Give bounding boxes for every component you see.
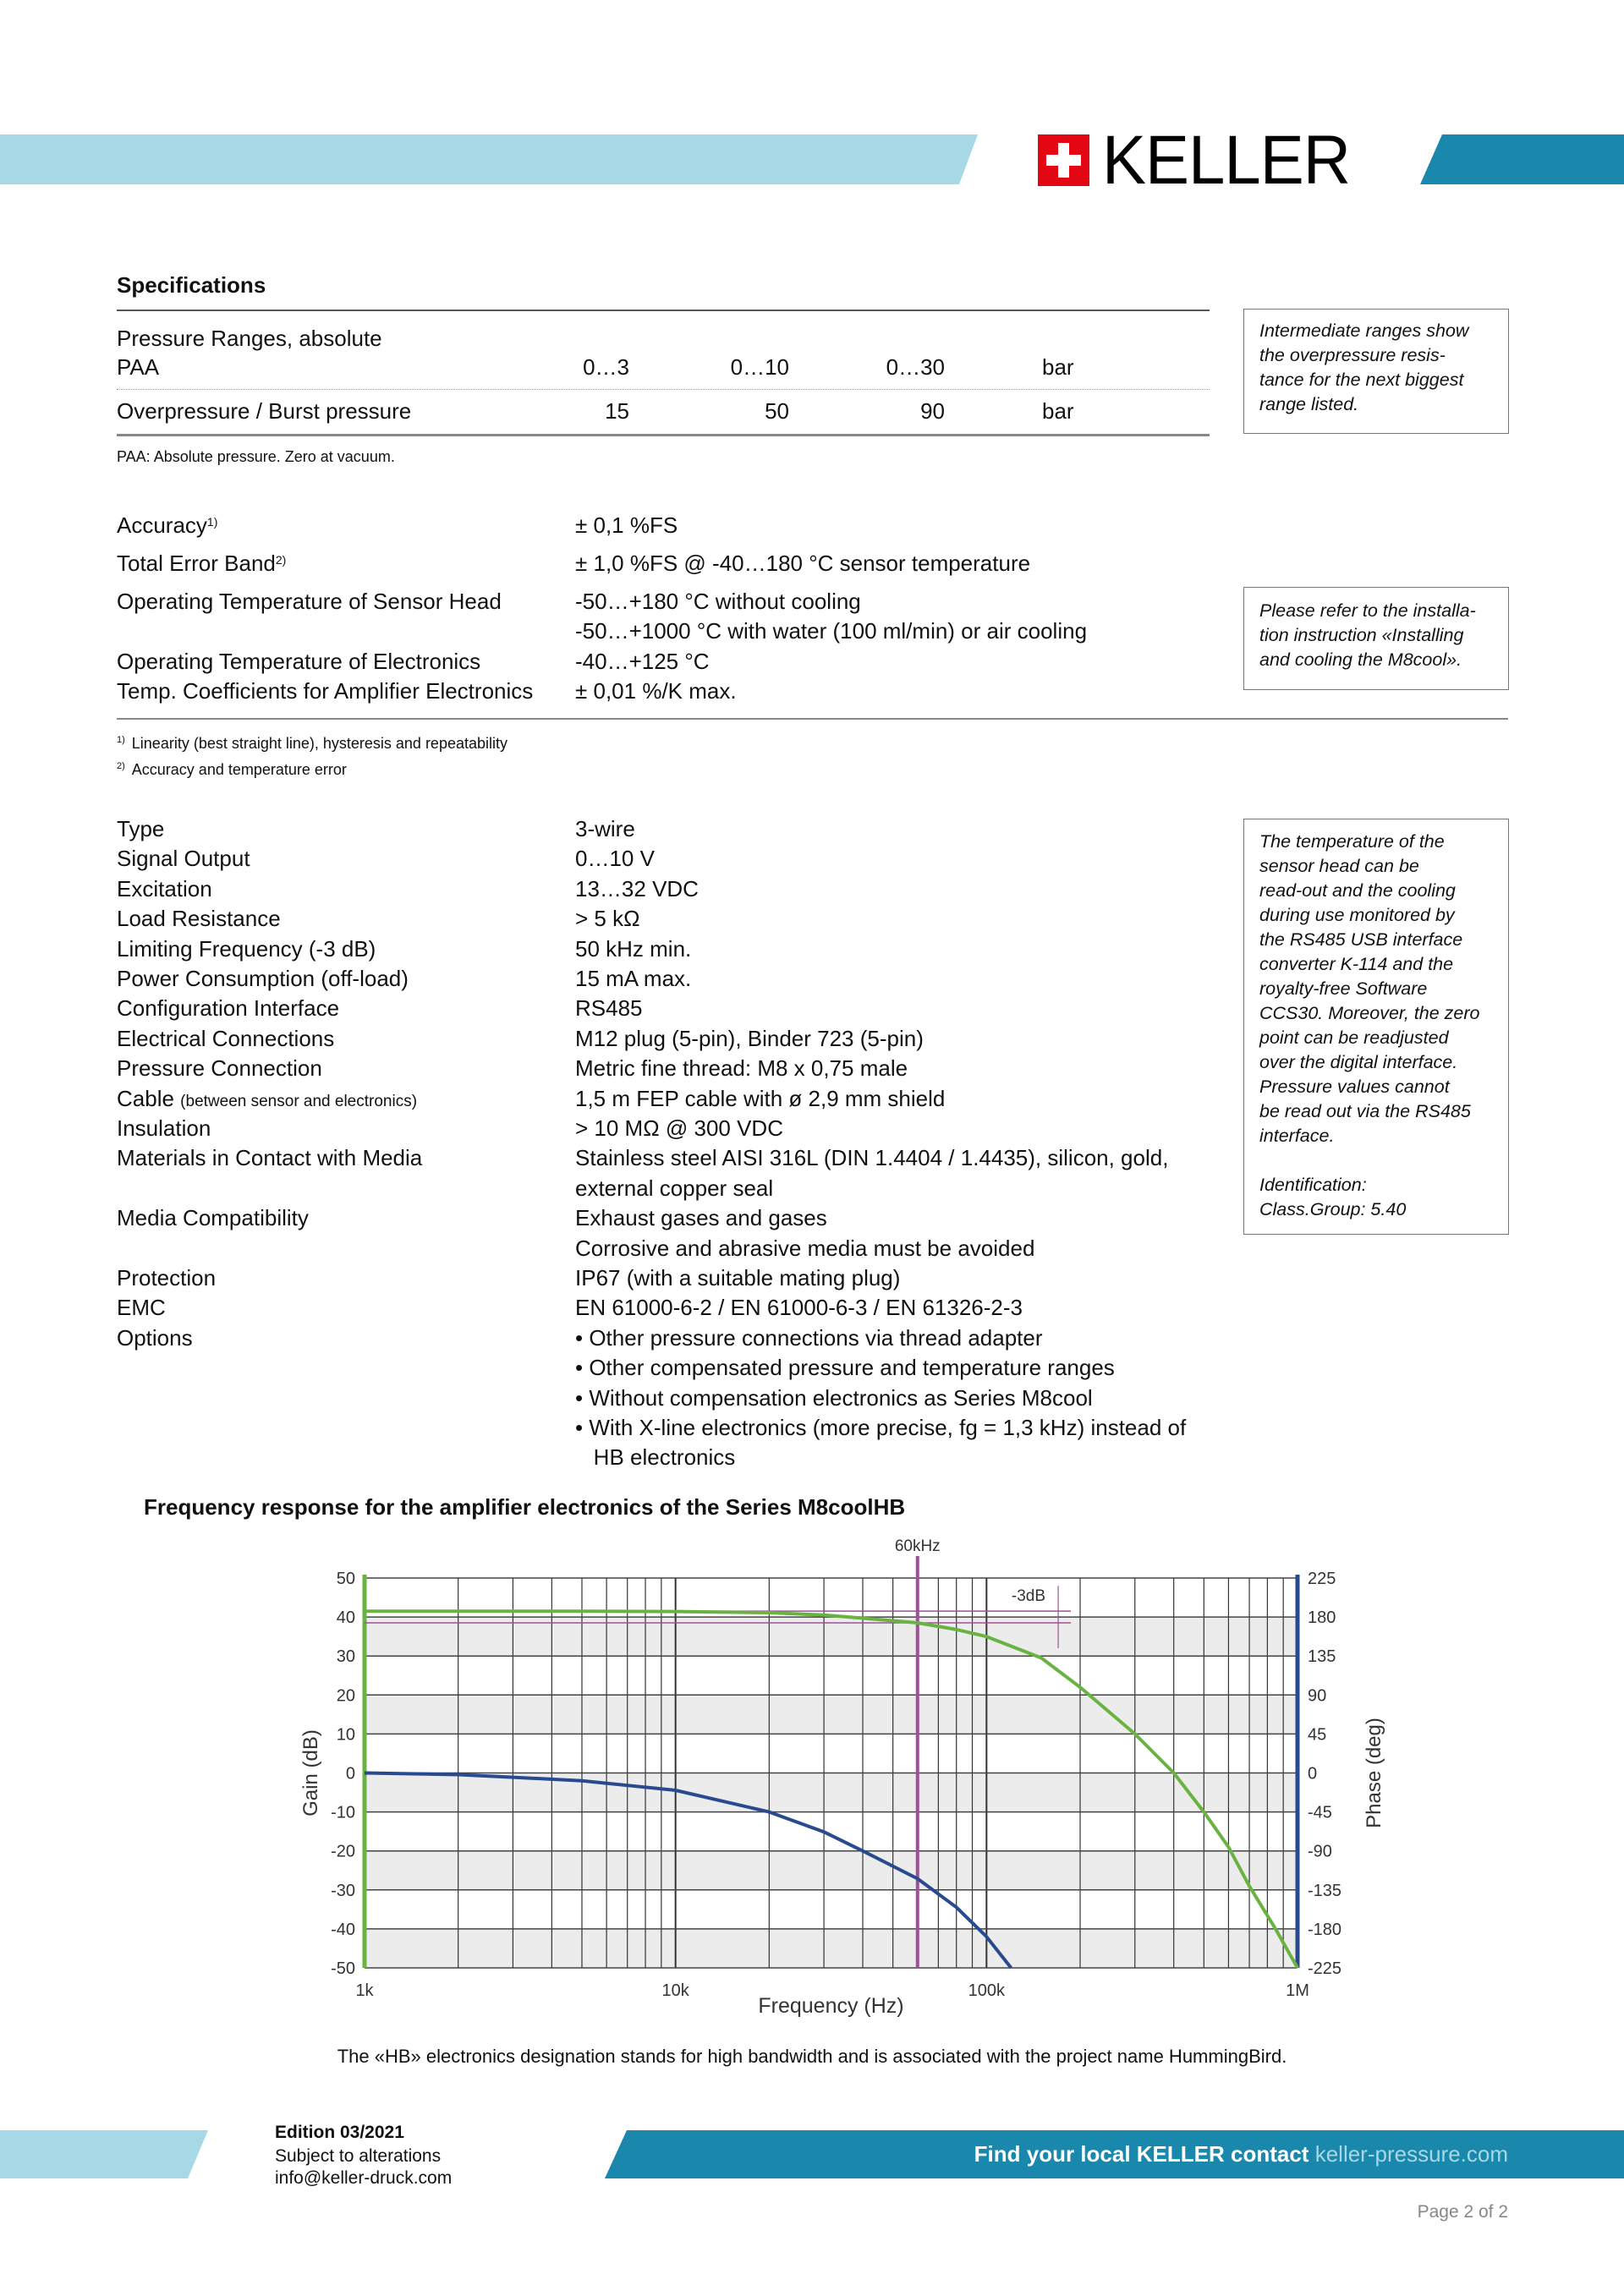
note-line: during use monitored by: [1259, 905, 1455, 925]
y-tick-label: -20: [331, 1842, 355, 1861]
grid-band: [365, 1929, 1298, 1968]
spec-label: [117, 1086, 417, 1115]
footnote-ref: 1): [206, 515, 218, 529]
label-text: Total Error Band: [117, 551, 276, 576]
note-line: Class.Group: 5.40: [1259, 1199, 1407, 1219]
y-tick-label: 20: [336, 1686, 355, 1706]
spec-value: -50…+1000 °C with water (100 ml/min) or air cooling: [575, 618, 1088, 644]
footer-edition: Edition 03/2021: [275, 2123, 404, 2142]
grid-band: [365, 1851, 1298, 1890]
spec-value: 3-wire: [575, 816, 635, 841]
y-tick-label: 30: [336, 1647, 355, 1667]
header-band-left: [0, 134, 978, 184]
label-text: EMC: [117, 1295, 166, 1321]
label-note: (between sensor and electronics): [180, 1092, 418, 1110]
y-tick-label: -10: [331, 1803, 355, 1822]
spec-value: ± 0,1 %FS: [575, 512, 678, 538]
spec-label: [117, 936, 376, 962]
x-tick-label: 10k: [661, 1981, 689, 2000]
spec-label: [117, 1205, 309, 1230]
range-unit: bar: [1042, 354, 1074, 380]
y-tick-label: 40: [336, 1608, 355, 1628]
label-text: Electrical Connections: [117, 1025, 335, 1051]
label-text: Options: [117, 1324, 193, 1351]
label-text: Power Consumption (off-load): [117, 966, 409, 991]
y2-tick-label: -180: [1308, 1920, 1342, 1939]
spec-value: • Without compensation electronics as Series M8cool: [575, 1384, 1093, 1411]
y-tick-label: 0: [345, 1764, 355, 1784]
y2-tick-label: -45: [1308, 1803, 1332, 1822]
chart-title: Frequency response for the amplifier electronics of the Series M8coolHB: [144, 1494, 906, 1520]
note-line: royalty-free Software: [1259, 978, 1428, 999]
spec-value: ± 0,01 %/K max.: [575, 678, 737, 704]
label-text: Accuracy: [117, 512, 207, 538]
note-line: point can be readjusted: [1259, 1027, 1449, 1048]
y2-tick-label: 0: [1308, 1764, 1318, 1784]
y2-tick-label: -90: [1308, 1842, 1332, 1861]
y-tick-label: -30: [331, 1881, 355, 1900]
divider: [117, 718, 1508, 720]
spec-label: [117, 649, 480, 674]
footnote-mark: 1): [117, 735, 125, 745]
spec-value: HB electronics: [575, 1444, 736, 1471]
spec-value: Stainless steel AISI 316L (DIN 1.4404 / 1.4435), silicon, gold,: [575, 1145, 1169, 1171]
spec-label: [117, 589, 502, 614]
label-text: Configuration Interface: [117, 995, 340, 1022]
paa-label: PAA: [117, 354, 160, 380]
footnote-text: Accuracy and temperature error: [131, 761, 347, 778]
y-tick-label: -40: [331, 1920, 355, 1939]
spec-label: [117, 995, 339, 1021]
spec-value: external copper seal: [575, 1175, 774, 1201]
burst-label: Overpressure / Burst pressure: [117, 398, 412, 424]
band-label: -3dB: [1011, 1587, 1046, 1606]
burst-3: 90: [920, 398, 945, 424]
spec-label: [117, 876, 212, 901]
spec-label: [117, 551, 286, 576]
spec-value: > 5 kΩ: [575, 906, 640, 932]
spec-label: [117, 1325, 193, 1351]
grid-band: [365, 1773, 1298, 1812]
note-line: over the digital interface.: [1259, 1052, 1458, 1072]
spec-label: [117, 678, 533, 704]
y-axis-label: Gain (dB): [299, 1729, 322, 1817]
label-text: Type: [117, 816, 165, 841]
spec-value: -50…+180 °C without cooling: [575, 589, 861, 614]
grid-band: [365, 1695, 1298, 1734]
spec-value: M12 plug (5-pin), Binder 723 (5-pin): [575, 1025, 924, 1051]
footer-band-left: [0, 2130, 208, 2178]
footnote: [117, 760, 347, 779]
spec-value: -40…+125 °C: [575, 649, 710, 674]
spec-label: [117, 1026, 334, 1051]
spec-value: > 10 MΩ @ 300 VDC: [575, 1115, 783, 1141]
spec-label: [117, 816, 164, 841]
footnote-text: Linearity (best straight line), hysteresis and repeatability: [131, 735, 508, 752]
note-line: [1259, 1148, 1493, 1173]
label-text: Cable: [117, 1085, 174, 1111]
note-line: converter K-114 and the: [1259, 954, 1454, 974]
page-number: Page 2 of 2: [1417, 2202, 1508, 2222]
burst-1: 15: [605, 398, 629, 424]
spec-label: [117, 1055, 322, 1081]
dotted-divider: [117, 389, 1210, 390]
label-text: Protection: [117, 1265, 217, 1290]
label-text: Operating Temperature of Electronics: [117, 649, 481, 674]
burst-unit: bar: [1042, 398, 1074, 424]
spec-value: RS485: [575, 995, 643, 1022]
note-line: Identification:: [1259, 1175, 1367, 1195]
label-text: Materials in Contact with Media: [117, 1145, 423, 1171]
header-band-right: [1420, 134, 1624, 184]
spec-label: [117, 1115, 211, 1141]
y2-tick-label: 225: [1308, 1570, 1336, 1588]
spec-value: IP67 (with a suitable mating plug): [575, 1265, 901, 1290]
range-2: 0…10: [730, 354, 789, 380]
label-text: Media Compatibility: [117, 1205, 309, 1231]
x-axis-label: Frequency (Hz): [758, 1994, 904, 2018]
note-line: Pressure values cannot: [1259, 1077, 1450, 1097]
cta-text: Find your local KELLER contact: [974, 2141, 1309, 2167]
marker-label: 60kHz: [894, 1537, 941, 1555]
note-line: be read out via the RS485: [1259, 1101, 1471, 1121]
note-line: CCS30. Moreover, the zero: [1259, 1003, 1480, 1023]
y2-tick-label: -225: [1308, 1959, 1342, 1978]
spec-label: [117, 1145, 422, 1170]
section-title: Specifications: [117, 272, 266, 298]
spec-label: [117, 1265, 216, 1290]
spec-label: [117, 846, 250, 871]
spec-value: Exhaust gases and gases: [575, 1205, 827, 1231]
note-box-ranges: Intermediate ranges show the overpressure resis- tance for the next biggest range listed.: [1243, 309, 1509, 434]
y2-tick-label: 180: [1308, 1608, 1336, 1628]
spec-label: [117, 1295, 166, 1320]
note-line: the RS485 USB interface: [1259, 929, 1463, 950]
x-tick-label: 1M: [1286, 1981, 1309, 2000]
y2-axis-label: Phase (deg): [1363, 1718, 1385, 1828]
spec-value: 1,5 m FEP cable with ø 2,9 mm shield: [575, 1085, 946, 1111]
note-box-installation: Please refer to the installa- tion instruction «Installing and cooling the M8cool».: [1243, 587, 1509, 690]
burst-2: 50: [765, 398, 789, 424]
divider: [117, 310, 1210, 311]
label-text: Load Resistance: [117, 906, 281, 932]
note-line: interface.: [1259, 1126, 1335, 1146]
footnote-ref: 2): [275, 553, 287, 567]
range-3: 0…30: [886, 354, 945, 380]
note-line: read-out and the cooling: [1259, 880, 1456, 901]
hb-note: The «HB» electronics designation stands for high bandwidth and is associated with the project name HummingBird.: [337, 2046, 1287, 2067]
label-text: Operating Temperature of Sensor Head: [117, 589, 502, 614]
footer-email[interactable]: info@keller-druck.com: [275, 2168, 453, 2188]
logo-text: KELLER: [1102, 122, 1351, 199]
spec-label: [117, 512, 217, 538]
spec-value: 50 kHz min.: [575, 935, 692, 962]
note-line: sensor head can be: [1259, 856, 1419, 876]
spec-value: EN 61000-6-2 / EN 61000-6-3 / EN 61326-2-3: [575, 1295, 1023, 1321]
y-tick-label: -50: [331, 1959, 355, 1978]
label-text: Limiting Frequency (-3 dB): [117, 935, 376, 962]
spec-value: • Other compensated pressure and temperature ranges: [575, 1355, 1115, 1381]
spec-value: • Other pressure connections via thread adapter: [575, 1324, 1043, 1351]
range-1: 0…3: [583, 354, 629, 380]
y2-tick-label: 135: [1308, 1647, 1336, 1667]
pressure-heading: Pressure Ranges, absolute: [117, 326, 382, 351]
cta-link[interactable]: keller-pressure.com: [1314, 2141, 1508, 2167]
spec-label: [117, 966, 409, 991]
spec-value: 13…32 VDC: [575, 875, 699, 901]
y2-tick-label: -135: [1308, 1881, 1342, 1900]
note-box-temperature: [1243, 819, 1509, 1235]
footer-cta: [974, 2141, 1508, 2167]
spec-value: Metric fine thread: M8 x 0,75 male: [575, 1055, 908, 1082]
footnote: [117, 734, 508, 753]
spec-value: 15 mA max.: [575, 966, 692, 991]
x-tick-label: 100k: [968, 1981, 1006, 2000]
swiss-cross-icon: [1038, 134, 1089, 186]
label-text: Temp. Coefficients for Amplifier Electronics: [117, 678, 534, 704]
spec-value: Corrosive and abrasive media must be avoided: [575, 1235, 1035, 1261]
label-text: Insulation: [117, 1115, 211, 1141]
footer-subject: Subject to alterations: [275, 2146, 442, 2166]
spec-label: [117, 906, 281, 931]
y-tick-label: 50: [336, 1570, 355, 1588]
x-tick-label: 1k: [355, 1981, 374, 2000]
label-text: Pressure Connection: [117, 1055, 322, 1082]
label-text: Excitation: [117, 875, 212, 901]
y2-tick-label: 45: [1308, 1725, 1327, 1745]
footnote-mark: 2): [117, 761, 125, 771]
y-tick-label: 10: [336, 1725, 355, 1745]
spec-value: • With X-line electronics (more precise, fg = 1,3 kHz) instead of: [575, 1415, 1187, 1440]
paa-footnote: PAA: Absolute pressure. Zero at vacuum.: [117, 448, 395, 465]
spec-value: 0…10 V: [575, 846, 655, 872]
divider: [117, 434, 1210, 436]
frequency-response-chart: [0, 1522, 1624, 2030]
note-line: The temperature of the: [1259, 831, 1445, 852]
spec-value: ± 1,0 %FS @ -40…180 °C sensor temperature: [575, 551, 1031, 576]
y2-tick-label: 90: [1308, 1686, 1327, 1706]
label-text: Signal Output: [117, 846, 250, 872]
